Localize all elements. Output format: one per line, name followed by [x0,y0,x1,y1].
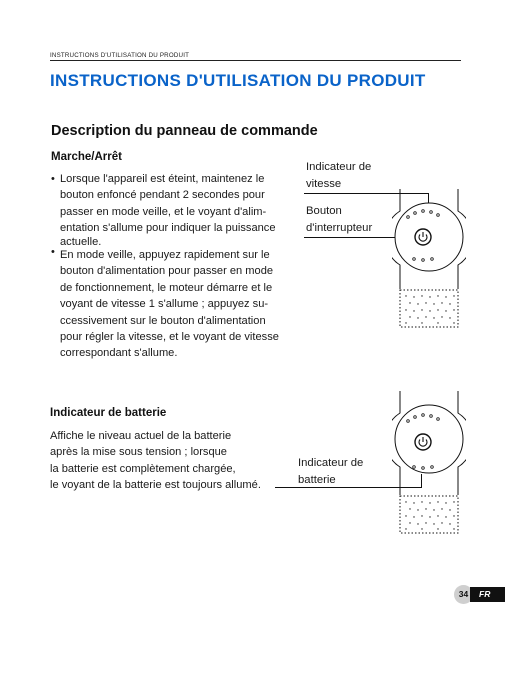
massage-gun-top-view [392,391,466,535]
text-line: le voyant de la batterie est toujours allumé. [50,479,261,492]
page-title: INSTRUCTIONS D'UTILISATION DU PRODUIT [50,71,426,90]
callout-line: batterie [298,474,336,486]
callout-line: Indicateur de [306,161,372,173]
callout-line: d'interrupteur [306,222,373,234]
textured-grip [400,290,458,327]
text-line: Affiche le niveau actuel de la batterie [50,430,232,442]
power-bullet-2 [51,246,305,362]
text-line: après la mise sous tension ; lorsque [50,446,227,459]
bullet-dot: • [51,246,55,258]
text-line: ccessivement sur le bouton d'alimentation [60,314,266,327]
text-line: bouton enfoncé pendant 2 secondes pour [60,189,265,202]
text-line: correspondant s'allume. [60,347,178,360]
callout-battery-indicator [298,455,363,489]
text-line: Lorsque l'appareil est éteint, maintenez le [60,173,265,185]
callout-power-button [306,203,372,237]
callout-line: vitesse [306,178,342,190]
bullet-dot: • [51,173,55,185]
battery-heading: Indicateur de batterie [50,407,167,419]
section-title: Description du panneau de commande [51,123,318,139]
power-heading: Marche/Arrêt [51,151,122,163]
battery-paragraph [50,428,295,494]
textured-grip [400,496,458,533]
text-line: bouton d'alimentation pour passer en mode [60,265,274,278]
text-line: passer en mode veille, et le voyant d'alim- [60,205,267,218]
header-rule [50,60,461,61]
text-line: la batterie est complètement chargée, [50,462,236,475]
power-icon[interactable] [415,434,431,450]
language-tab: FR [470,587,505,602]
running-header: INSTRUCTIONS D'UTILISATION DU PRODUIT [50,52,190,59]
page-number: 34 [454,585,473,604]
callout-line: Indicateur de [298,457,364,469]
text-line: En mode veille, appuyez rapidement sur le [60,249,270,261]
text-line: de fonctionnement, le moteur démarre et le [60,281,273,294]
massage-gun-top-view [392,189,466,329]
text-line: voyant de vitesse 1 s'allume ; appuyez su- [60,298,269,311]
text-line: actuelle. [60,235,102,248]
callout-line: Bouton [306,205,342,217]
power-icon[interactable] [415,229,431,245]
power-bullet-1 [51,171,305,248]
text-line: entation s'allume pour indiquer la puissance [60,222,276,235]
text-line: pour régler la vitesse, et le voyant de vitesse [60,331,279,344]
callout-speed-indicator [306,159,371,193]
